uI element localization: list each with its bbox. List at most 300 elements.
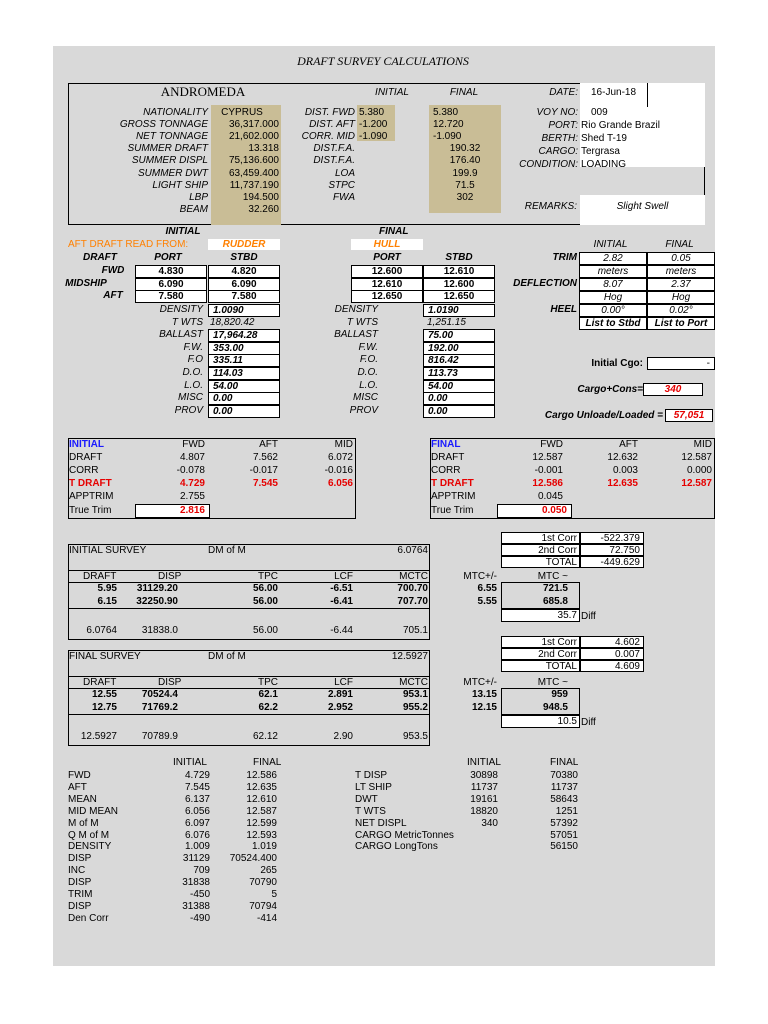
final-item-value[interactable]: 192.00 [423, 342, 495, 355]
summary-label: Q M of M [68, 829, 110, 841]
vessel-name: ANDROMEDA [160, 84, 246, 99]
trim-final-value[interactable]: meters [647, 265, 715, 278]
initial-item-value[interactable]: 18,820.42 [210, 316, 255, 328]
cargo-unload-label: Cargo Unloade/Loaded = [544, 410, 663, 421]
summary-right-header-initial: INITIAL [467, 757, 501, 768]
final-port-draft[interactable]: 12.610 [351, 278, 423, 291]
final_table-cell[interactable]: -0.001 [534, 465, 563, 476]
survey-dm-value[interactable]: 6.0764 [397, 545, 428, 556]
trim-initial-value[interactable]: 8.07 [579, 278, 647, 291]
summary-label: MID MEAN [68, 805, 118, 817]
voyage-value[interactable]: Rio Grande Brazil [581, 120, 660, 131]
initial-port-draft[interactable]: 6.090 [135, 278, 207, 291]
final_table-cell[interactable]: 12.587 [532, 452, 563, 463]
summary-label: DISP [68, 900, 92, 912]
survey-col-header: MTC ~ [537, 677, 568, 688]
cargo-cons-label: Cargo+Cons= [577, 384, 643, 395]
final_table-table-title: FINAL [431, 439, 461, 450]
final_table-cell[interactable]: 12.587 [681, 478, 712, 489]
dist-label: LOA [334, 167, 355, 179]
final_table-cell[interactable]: 12.635 [607, 478, 638, 489]
survey-diff[interactable]: 10.5 [501, 715, 580, 728]
survey-cell[interactable]: 13.15 [471, 689, 497, 700]
dist-final-value[interactable]: 71.5 [455, 179, 475, 191]
summary-initial[interactable]: 31388 [182, 900, 210, 912]
final_table-row-label: T DRAFT [431, 478, 474, 489]
survey-col-header: DRAFT [83, 571, 117, 582]
survey-cell[interactable]: 2.891 [327, 689, 353, 700]
survey-cell[interactable]: 700.70 [397, 583, 428, 594]
initial_table-cell[interactable]: 2.755 [179, 491, 205, 502]
survey-title: INITIAL SURVEY [69, 545, 147, 556]
summary-label: MEAN [68, 793, 97, 805]
dist-initial-value[interactable]: -1.090 [359, 131, 388, 143]
survey-cell[interactable]: 70524.4 [141, 689, 178, 700]
survey-result[interactable]: 705.1 [402, 625, 428, 636]
survey-rule [68, 608, 430, 609]
survey-col-header: TPC [258, 571, 278, 582]
survey-result[interactable]: 31838.0 [141, 625, 178, 636]
voyage-value[interactable]: 009 [591, 107, 608, 118]
ship-label: NET TONNAGE [135, 131, 208, 143]
final-item-value[interactable]: 54.00 [423, 380, 495, 393]
initial-item-value[interactable]: 17,964.28 [208, 329, 280, 342]
summary-right-final[interactable]: 57051 [550, 829, 578, 841]
dist-final-value[interactable]: 199.9 [452, 167, 478, 179]
trim-label: TRIM [552, 252, 577, 263]
survey-result[interactable]: 62.12 [252, 731, 278, 742]
initial_table-true-trim-label: True Trim [69, 505, 112, 516]
summary-right-initial[interactable]: 18820 [470, 805, 498, 817]
initial-item-label: PROV [174, 404, 203, 416]
survey-result[interactable]: 70789.9 [141, 731, 178, 742]
survey-cell[interactable]: 5.55 [477, 596, 497, 607]
final_table-cell[interactable]: 0.003 [612, 465, 638, 476]
summary-final[interactable]: 12.599 [246, 817, 277, 829]
final-item-value[interactable]: 113.73 [423, 367, 495, 380]
stbd-header-final: STBD [445, 252, 473, 263]
ship-value[interactable]: 75,136.600 [228, 155, 279, 167]
summary-label: DENSITY [68, 841, 112, 853]
initial_table-col-header: FWD [182, 439, 205, 450]
final_table-cell[interactable]: 0.045 [537, 491, 563, 502]
summary-label: AFT [68, 781, 87, 793]
final-item-value[interactable]: 816.42 [423, 354, 495, 367]
summary-initial[interactable]: 6.137 [184, 793, 210, 805]
survey-rule [68, 714, 430, 715]
survey-diff-label: Diff [581, 611, 596, 622]
final-item-label: F.W. [358, 341, 378, 353]
worksheet [53, 46, 715, 966]
summary-final[interactable]: 12.635 [246, 781, 277, 793]
corr-label: 2nd Corr [501, 544, 580, 556]
survey-cell[interactable]: 6.15 [97, 596, 117, 607]
summary-header-final: FINAL [253, 757, 282, 768]
trim-initial-value[interactable]: 0.00° [579, 304, 647, 317]
survey-dm-label: DM of M [208, 651, 246, 662]
summary-initial[interactable]: 6.076 [184, 829, 210, 841]
survey-result[interactable]: -6.44 [330, 625, 353, 636]
voyage-label: BERTH: [541, 133, 578, 144]
survey-result[interactable]: 6.0764 [86, 625, 117, 636]
read-from-initial[interactable]: RUDDER [222, 239, 266, 250]
initial_table-cell[interactable]: 6.056 [327, 478, 353, 489]
final-item-value[interactable]: 75.00 [423, 329, 495, 342]
initial-item-value[interactable]: 353.00 [208, 342, 280, 355]
summary-initial[interactable]: 7.545 [184, 781, 210, 793]
survey-col-header: DISP [158, 571, 182, 582]
survey-diff-label: Diff [581, 717, 596, 728]
survey-cell[interactable]: 32250.90 [136, 596, 178, 607]
final-item-value[interactable]: 1,251.15 [427, 316, 466, 328]
initial_table-cell[interactable]: 7.545 [252, 478, 278, 489]
voyage-label: VOY NO: [536, 107, 578, 118]
survey-cell[interactable]: 12.15 [471, 702, 497, 713]
final_table-row-label: CORR [431, 465, 461, 476]
final-item-label: DENSITY [334, 304, 378, 315]
ship-label: SUMMER DRAFT [127, 143, 208, 155]
final_table-cell[interactable]: 12.586 [532, 478, 563, 489]
summary-right-initial[interactable]: 19161 [470, 793, 498, 805]
initial-item-label: MISC [178, 392, 203, 404]
survey-col-header: DISP [158, 677, 182, 688]
voyage-value[interactable]: Shed T-19 [581, 133, 627, 144]
summary-right-label: T DISP [355, 770, 388, 781]
page-title: DRAFT SURVEY CALCULATIONS [297, 54, 469, 68]
initial-item-value[interactable]: 0.00 [208, 392, 280, 405]
summary-final[interactable]: 12.610 [246, 793, 277, 805]
final-item-label: BALLAST [334, 329, 378, 341]
dist-final-value[interactable]: 302 [456, 191, 474, 203]
trim-final-value[interactable]: 0.05 [647, 252, 715, 265]
trim-final-value[interactable]: 0.02° [647, 304, 715, 317]
initial_table-row-label: APPTRIM [69, 491, 114, 502]
summary-final[interactable]: 70794 [249, 900, 277, 912]
initial-item-value[interactable]: 0.00 [208, 405, 280, 418]
final-port-draft[interactable]: 12.600 [351, 265, 423, 278]
initial_table-cell[interactable]: 4.807 [179, 452, 205, 463]
initial_table-cell[interactable]: 4.729 [179, 478, 205, 489]
survey-cell[interactable]: 707.70 [397, 596, 428, 607]
initial_table-cell[interactable]: -0.017 [249, 465, 278, 476]
initial-item-label: D.O. [182, 367, 203, 378]
read-from-label: AFT DRAFT READ FROM: [68, 239, 189, 250]
ship-value[interactable]: 63,459.400 [228, 167, 279, 179]
voyage-label: CONDITION: [519, 159, 578, 170]
final_table-col-header: MID [693, 439, 712, 450]
survey-cell[interactable]: 6.55 [477, 583, 497, 594]
survey-cell[interactable]: 56.00 [252, 583, 278, 594]
corr-value[interactable]: 4.609 [580, 660, 644, 672]
final_table-true-trim-label: True Trim [431, 505, 474, 516]
summary-right-final[interactable]: 56150 [550, 841, 578, 853]
initial_table-cell[interactable]: 7.562 [252, 452, 278, 463]
survey-cell[interactable]: 5.95 [97, 583, 117, 594]
summary-initial[interactable]: 31129 [182, 853, 210, 865]
voyage-value[interactable]: 16-Jun-18 [591, 87, 637, 98]
dist-final-value[interactable]: 12.720 [433, 119, 464, 131]
voyage-label: DATE: [549, 87, 578, 98]
summary-initial[interactable]: 6.056 [184, 805, 210, 817]
survey-cell[interactable]: 12.55 [91, 689, 117, 700]
summary-header-initial: INITIAL [173, 757, 207, 768]
ship-label: LIGHT SHIP [152, 179, 208, 191]
trim-header-initial: INITIAL [593, 239, 628, 250]
initial_table-cell[interactable]: -0.016 [324, 465, 353, 476]
ship-label: BEAM [179, 203, 208, 215]
trim-final-value[interactable]: Hog [647, 291, 715, 304]
voyage-value[interactable]: Tergrasa [581, 146, 620, 157]
corr-label: 1st Corr [501, 532, 580, 544]
dist-label: FWA [332, 191, 355, 203]
summary-label: DISP [68, 877, 92, 889]
summary-initial[interactable]: 6.097 [184, 817, 210, 829]
summary-right-final[interactable]: 11737 [550, 781, 578, 793]
summary-right-label: CARGO MetricTonnes [355, 829, 454, 841]
summary-label: M of M [68, 817, 99, 829]
initial_table-cell[interactable]: 6.072 [327, 452, 353, 463]
dist-label: DIST. AFT [309, 119, 355, 131]
final-item-label: F.O. [359, 354, 378, 366]
survey-result[interactable]: 56.00 [252, 625, 278, 636]
initial-item-label: F.W. [183, 341, 203, 353]
corr-value[interactable]: 4.602 [580, 636, 644, 648]
survey-cell[interactable]: 953.1 [402, 689, 428, 700]
initial-item-label: DENSITY [159, 304, 203, 315]
survey-col-header: TPC [258, 677, 278, 688]
dist-initial-value[interactable]: -1.200 [359, 119, 388, 131]
summary-final[interactable]: 12.593 [246, 829, 277, 841]
ship-label: LBP [189, 191, 208, 203]
mtc-box [501, 582, 580, 609]
summary-final[interactable]: 70790 [249, 877, 277, 889]
read-from-final[interactable]: HULL [373, 239, 401, 250]
cargo-cons-value[interactable]: 340 [643, 383, 703, 396]
dist-label: DIST.F.A. [313, 155, 355, 167]
initial_table-true-trim[interactable]: 2.816 [135, 504, 210, 518]
ship-label: GROSS TONNAGE [119, 119, 208, 131]
dist-final-value[interactable]: 190.32 [449, 143, 481, 155]
survey-result[interactable]: 2.90 [333, 731, 353, 742]
final-item-label: D.O. [357, 367, 378, 378]
survey-cell[interactable]: 71769.2 [141, 702, 178, 713]
corr-label: TOTAL [501, 556, 580, 568]
survey-diff[interactable]: 35.7 [501, 609, 580, 622]
survey-cell[interactable]: 959 [551, 689, 568, 700]
trim-final-value[interactable]: List to Port [647, 317, 715, 330]
survey-result[interactable]: 12.5927 [80, 731, 117, 742]
survey-col-header: MTC ~ [537, 571, 568, 582]
summary-final[interactable]: 5 [271, 889, 277, 900]
survey-cell[interactable]: 62.1 [258, 689, 278, 700]
mtc-box [501, 688, 580, 715]
initial-cgo-value[interactable]: - [647, 357, 715, 370]
header-initial: INITIAL [375, 87, 409, 98]
survey-col-header: MTC+/- [463, 677, 497, 688]
summary-final[interactable]: 12.587 [246, 805, 277, 817]
final-item-value[interactable]: 0.00 [423, 392, 495, 405]
final_table-row-label: APPTRIM [431, 491, 476, 502]
corr-value[interactable]: 72.750 [580, 544, 644, 556]
trim-initial-value[interactable]: Hog [579, 291, 647, 304]
dist-final-value[interactable]: -1.090 [433, 131, 462, 143]
survey-cell[interactable]: 721.5 [542, 583, 568, 594]
summary-final[interactable]: 1.019 [251, 841, 277, 853]
final-item-label: L.O. [359, 379, 378, 391]
final_table-row-label: DRAFT [431, 452, 465, 463]
initial-item-value[interactable]: 114.03 [208, 367, 280, 380]
summary-initial[interactable]: 31838 [182, 877, 210, 889]
final_table-cell[interactable]: 0.000 [686, 465, 712, 476]
ship-value[interactable]: 13.318 [248, 143, 279, 155]
survey-cell[interactable]: 948.5 [542, 702, 568, 713]
final-item-label: PROV [349, 404, 378, 416]
initial-item-value[interactable]: 335.11 [208, 354, 280, 367]
initial_table-row-label: DRAFT [69, 452, 103, 463]
corr-label: 1st Corr [501, 636, 580, 648]
ship-value[interactable]: 32.260 [248, 203, 279, 215]
initial-drafts-header: INITIAL [165, 226, 201, 237]
summary-right-label: T WTS [355, 805, 386, 817]
ship-label: SUMMER DWT [138, 167, 208, 179]
header-final: FINAL [449, 87, 479, 98]
ship-value[interactable]: 21,602.000 [228, 131, 279, 143]
survey-result[interactable]: 953.5 [402, 731, 428, 742]
ship-label: NATIONALITY [143, 107, 208, 118]
survey-col-header: MCTC [399, 571, 428, 582]
survey-col-header: DRAFT [83, 677, 117, 688]
voyage-label: PORT: [548, 120, 578, 131]
summary-initial[interactable]: 1.009 [184, 841, 210, 853]
ship-value[interactable]: 36,317.000 [228, 119, 279, 131]
initial_table-cell[interactable]: -0.078 [176, 465, 205, 476]
trim-header-final: FINAL [665, 239, 694, 250]
summary-right-initial[interactable]: 30898 [470, 770, 498, 781]
summary-label: FWD [68, 770, 91, 781]
final-item-value[interactable]: 0.00 [423, 405, 495, 418]
summary-final[interactable]: 265 [260, 865, 277, 877]
initial_table-table-title: INITIAL [69, 439, 104, 450]
survey-title: FINAL SURVEY [69, 651, 141, 662]
dist-label: DIST.F.A. [313, 143, 355, 155]
ship-value[interactable]: 194.500 [242, 191, 279, 203]
final_table-true-trim[interactable]: 0.050 [497, 504, 572, 518]
final-item-value[interactable]: 1.0190 [423, 304, 495, 317]
trim-label: DEFLECTION [513, 278, 577, 289]
final-stbd-draft[interactable]: 12.600 [423, 278, 495, 291]
final-stbd-draft[interactable]: 12.650 [423, 290, 495, 303]
dist-final-value[interactable]: 5.380 [433, 107, 459, 118]
summary-initial[interactable]: -490 [189, 912, 210, 924]
summary-right-final[interactable]: 58643 [550, 793, 578, 805]
summary-right-initial[interactable]: 340 [481, 817, 498, 829]
draft-row-label: AFT [103, 290, 123, 301]
survey-col-header: LCF [334, 571, 353, 582]
final-drafts-header: FINAL [379, 226, 409, 237]
survey-dm-value[interactable]: 12.5927 [391, 651, 428, 662]
ship-value[interactable]: CYPRUS [221, 107, 263, 118]
initial-item-value[interactable]: 1.0090 [208, 304, 280, 317]
final-item-label: MISC [353, 392, 378, 404]
corr-value[interactable]: 0.007 [580, 648, 644, 660]
summary-right-label: NET DISPL [355, 817, 407, 829]
final_table-col-header: FWD [540, 439, 563, 450]
summary-label: TRIM [68, 889, 93, 900]
final_table-col-header: AFT [619, 439, 638, 450]
trim-initial-value[interactable]: List to Stbd [579, 317, 647, 330]
port-header-final: PORT [373, 252, 401, 263]
trim-initial-value[interactable]: 2.82 [579, 252, 647, 265]
initial-item-label: BALLAST [159, 329, 203, 341]
final-port-draft[interactable]: 12.650 [351, 290, 423, 303]
initial-port-draft[interactable]: 4.830 [135, 265, 207, 278]
summary-label: DISP [68, 853, 92, 865]
survey-cell[interactable]: -6.41 [330, 596, 353, 607]
initial-port-draft[interactable]: 7.580 [135, 290, 207, 303]
survey-cell[interactable]: 12.75 [91, 702, 117, 713]
summary-initial[interactable]: -450 [189, 889, 210, 900]
initial_table-col-header: MID [334, 439, 353, 450]
voyage-value[interactable]: LOADING [581, 159, 627, 170]
trim-initial-value[interactable]: meters [579, 265, 647, 278]
cargo-unload-value[interactable]: 57,051 [665, 409, 713, 422]
corr-value[interactable]: -522.379 [580, 532, 644, 544]
initial-item-label: L.O. [184, 379, 203, 391]
port-header-initial: PORT [154, 252, 182, 263]
trim-final-value[interactable]: 2.37 [647, 278, 715, 291]
dist-initial-value[interactable]: 5.380 [359, 107, 385, 118]
remarks-label: REMARKS: [524, 201, 577, 212]
survey-cell[interactable]: 2.952 [327, 702, 353, 713]
voyage-label: CARGO: [538, 146, 578, 157]
survey-cell[interactable]: 685.8 [542, 596, 568, 607]
initial_table-row-label: CORR [69, 465, 99, 476]
summary-final[interactable]: 12.586 [246, 770, 277, 781]
survey-cell[interactable]: 62.2 [258, 702, 278, 713]
dist-final-value[interactable]: 176.40 [449, 155, 481, 167]
survey-cell[interactable]: 56.00 [252, 596, 278, 607]
initial-item-value[interactable]: 54.00 [208, 380, 280, 393]
summary-final[interactable]: 70524.400 [229, 853, 277, 865]
final_table-cell[interactable]: 12.632 [607, 452, 638, 463]
final_table-cell[interactable]: 12.587 [681, 452, 712, 463]
ship-value[interactable]: 11,737.190 [229, 179, 279, 191]
summary-right-final[interactable]: 70380 [550, 770, 578, 781]
survey-cell[interactable]: 955.2 [402, 702, 428, 713]
summary-initial[interactable]: 4.729 [184, 770, 210, 781]
survey-cell[interactable]: -6.51 [330, 583, 353, 594]
final-stbd-draft[interactable]: 12.610 [423, 265, 495, 278]
summary-right-initial[interactable]: 11737 [470, 781, 498, 793]
summary-final[interactable]: -414 [256, 912, 277, 924]
summary-right-final[interactable]: 57392 [550, 817, 578, 829]
survey-col-header: LCF [334, 677, 353, 688]
draft-row-label: MIDSHIP [65, 277, 107, 289]
final-item-label: T WTS [346, 316, 378, 328]
corr-value[interactable]: -449.629 [580, 556, 644, 568]
corr-label: 2nd Corr [501, 648, 580, 660]
summary-label: INC [68, 865, 86, 877]
initial_table-col-header: AFT [259, 439, 278, 450]
initial-item-label: T WTS [171, 316, 203, 328]
initial-stbd-draft[interactable]: 4.820 [208, 265, 280, 278]
summary-initial[interactable]: 709 [193, 865, 210, 877]
survey-cell[interactable]: 31129.20 [136, 583, 178, 594]
initial-stbd-draft[interactable]: 7.580 [208, 290, 280, 303]
initial-stbd-draft[interactable]: 6.090 [208, 278, 280, 291]
summary-right-final[interactable]: 1251 [555, 805, 578, 817]
remarks-value[interactable]: Slight Swell [616, 201, 669, 212]
